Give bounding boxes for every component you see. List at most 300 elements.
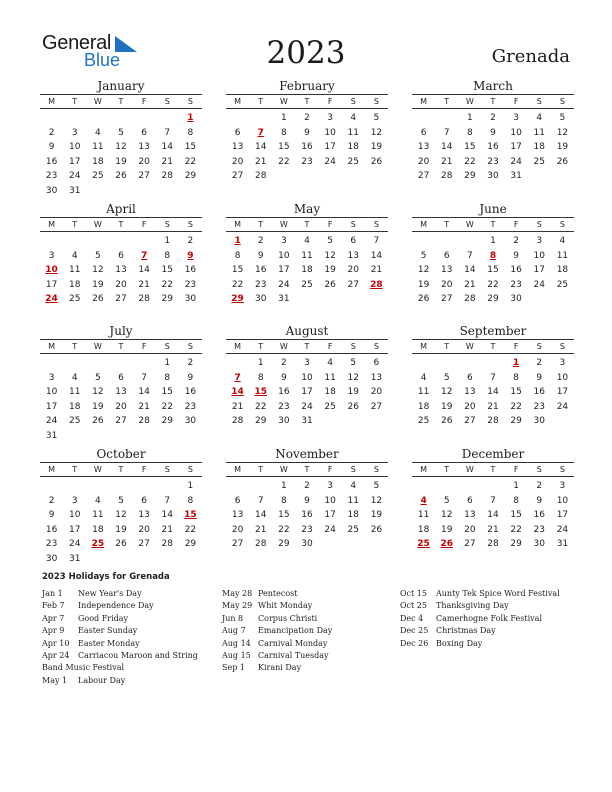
day-cell: 29: [231, 294, 244, 305]
day-cell: 24: [556, 401, 569, 412]
weekday-label: S: [373, 342, 379, 351]
day-cell: 15: [464, 142, 476, 153]
weekday-label: T: [304, 220, 310, 229]
day-cell: [109, 356, 132, 371]
day-cell: 13: [138, 510, 150, 521]
week-row: [226, 508, 388, 523]
weekday-label: W: [465, 465, 474, 474]
holiday-name: Whit Monday: [258, 601, 313, 611]
day-cell: 26: [440, 416, 453, 427]
day-cell: 26: [115, 171, 127, 182]
holiday-date: Jun 8: [222, 613, 244, 623]
day-cell: 27: [417, 171, 430, 182]
month-november: [226, 446, 388, 552]
holiday-name: Aunty Tek Spice Word Festival: [436, 589, 560, 598]
weekday-label: S: [559, 97, 565, 106]
week-row: [40, 249, 202, 264]
day-cell: 24: [533, 279, 545, 290]
week-row: [226, 414, 388, 429]
day-cell: [458, 479, 481, 494]
weekday-label: S: [373, 220, 379, 229]
day-cell: 13: [440, 265, 453, 276]
holiday-column: [400, 588, 560, 650]
weekday-header: [226, 94, 388, 109]
day-cell: 20: [231, 156, 244, 167]
day-cell: 18: [92, 156, 104, 167]
day-cell: 28: [254, 171, 267, 182]
day-cell: [295, 292, 318, 307]
day-cell: 7: [490, 495, 496, 506]
week-row: [412, 126, 574, 141]
weekday-label: F: [327, 465, 333, 474]
holiday-date: Feb 7: [42, 601, 65, 611]
day-cell: 6: [141, 495, 147, 506]
week-row: [40, 523, 202, 538]
day-cell: 24: [45, 294, 58, 305]
day-cell: 6: [234, 127, 241, 138]
weekday-label: T: [72, 220, 78, 229]
day-cell: 11: [68, 265, 81, 276]
day-cell: 22: [231, 279, 244, 290]
day-cell: 15: [254, 387, 267, 398]
week-row: [226, 111, 388, 126]
day-cell: 27: [464, 539, 476, 550]
day-cell: 5: [559, 113, 566, 123]
day-cell: 26: [92, 294, 104, 305]
weekday-label: F: [513, 97, 519, 106]
day-cell: 12: [115, 510, 127, 521]
weekday-header: [226, 339, 388, 354]
day-cell: 9: [187, 250, 194, 261]
day-cell: 26: [347, 401, 359, 412]
day-cell: 14: [138, 387, 150, 398]
day-cell: [133, 234, 156, 249]
day-cell: 29: [184, 539, 197, 550]
day-cell: 1: [280, 113, 287, 123]
day-cell: 8: [164, 250, 171, 261]
month-name: October: [96, 447, 146, 461]
day-cell: [435, 111, 458, 126]
day-cell: 15: [510, 387, 522, 398]
day-cell: 14: [161, 142, 173, 153]
day-cell: 16: [45, 156, 58, 167]
day-cell: 16: [278, 387, 290, 398]
day-cell: 24: [556, 524, 569, 535]
day-cell: 4: [420, 495, 427, 506]
day-cell: [133, 356, 156, 371]
holiday-date: Apr 10: [42, 638, 70, 648]
day-cell: [86, 356, 109, 371]
day-cell: 12: [115, 142, 127, 153]
day-cell: [156, 111, 179, 126]
day-cell: 15: [161, 387, 173, 398]
day-cell: [179, 184, 202, 199]
day-cell: 8: [164, 372, 171, 383]
day-cell: 21: [464, 279, 476, 290]
day-cell: 25: [417, 539, 430, 550]
day-cell: 25: [91, 539, 105, 550]
day-cell: 9: [48, 510, 55, 521]
day-cell: [365, 537, 388, 552]
day-cell: 28: [231, 416, 244, 427]
day-cell: 29: [184, 171, 197, 182]
week-row: [226, 263, 388, 278]
day-cell: 4: [536, 113, 543, 123]
day-cell: 19: [440, 524, 453, 535]
weekday-label: M: [48, 220, 56, 229]
day-cell: 26: [556, 156, 569, 167]
week-row: [412, 494, 574, 509]
month-february: [226, 78, 388, 184]
day-cell: [63, 479, 86, 494]
day-cell: [109, 234, 132, 249]
day-cell: 4: [304, 236, 310, 246]
weekday-label: T: [490, 465, 496, 474]
weekday-label: W: [279, 342, 288, 351]
day-cell: [156, 479, 179, 494]
day-cell: 1: [164, 236, 171, 246]
day-cell: [458, 356, 481, 371]
day-cell: 13: [115, 265, 127, 276]
day-cell: 13: [115, 387, 127, 398]
day-cell: 18: [68, 401, 81, 412]
holiday-date: Apr 9: [42, 626, 65, 636]
day-cell: [249, 479, 272, 494]
week-row: [412, 508, 574, 523]
day-cell: 10: [68, 510, 81, 521]
weekday-label: T: [304, 342, 310, 351]
day-cell: 27: [231, 171, 244, 182]
day-cell: 16: [533, 510, 545, 521]
day-cell: [40, 356, 63, 371]
month-name: February: [279, 79, 335, 93]
day-cell: 9: [304, 495, 310, 506]
week-row: [226, 234, 388, 249]
week-row: [412, 155, 574, 170]
day-cell: 5: [373, 481, 380, 491]
day-cell: 19: [370, 510, 383, 521]
day-cell: 8: [513, 495, 519, 506]
day-cell: 14: [254, 142, 267, 153]
day-cell: 22: [464, 156, 476, 167]
day-cell: [86, 184, 109, 199]
day-cell: [156, 552, 179, 567]
day-cell: [40, 111, 63, 126]
day-cell: 20: [464, 401, 476, 412]
day-cell: 6: [443, 250, 450, 261]
day-cell: [133, 111, 156, 126]
day-cell: 17: [278, 265, 290, 276]
month-july: [40, 323, 202, 444]
day-cell: 18: [417, 401, 430, 412]
day-cell: [226, 356, 249, 371]
day-cell: 7: [141, 250, 148, 261]
day-cell: 29: [510, 416, 522, 427]
day-cell: 5: [350, 358, 357, 368]
day-cell: 29: [487, 294, 499, 305]
day-cell: 15: [161, 265, 173, 276]
day-cell: 26: [92, 416, 104, 427]
day-cell: 29: [161, 294, 173, 305]
day-cell: 21: [254, 156, 267, 167]
week-row: [226, 278, 388, 293]
day-cell: 29: [161, 416, 173, 427]
week-row: [412, 111, 574, 126]
day-cell: 10: [510, 127, 522, 138]
day-cell: 1: [187, 481, 194, 491]
day-cell: 10: [68, 142, 81, 153]
holiday-date: May 29: [222, 601, 253, 611]
weekday-label: M: [48, 342, 56, 351]
day-cell: 23: [301, 524, 313, 535]
day-cell: [156, 184, 179, 199]
day-cell: [551, 292, 574, 307]
day-cell: 4: [71, 250, 78, 261]
weekday-label: S: [187, 465, 193, 474]
day-cell: 12: [347, 372, 359, 383]
weekday-label: T: [444, 97, 450, 106]
day-cell: 2: [513, 236, 519, 246]
day-cell: [249, 111, 272, 126]
day-cell: 9: [513, 250, 519, 261]
day-cell: 3: [559, 358, 566, 368]
day-cell: 2: [187, 236, 194, 246]
day-cell: 13: [347, 250, 359, 261]
day-cell: 22: [510, 524, 522, 535]
weekday-label: W: [93, 220, 102, 229]
week-row: [412, 479, 574, 494]
day-cell: 29: [510, 539, 522, 550]
weekday-label: F: [513, 465, 519, 474]
weekday-label: T: [118, 97, 124, 106]
holiday-item: [42, 650, 198, 662]
weekday-label: M: [420, 220, 428, 229]
day-cell: 6: [466, 495, 473, 506]
day-cell: [412, 234, 435, 249]
day-cell: 17: [556, 510, 569, 521]
day-cell: 20: [464, 524, 476, 535]
day-cell: 22: [278, 524, 290, 535]
holiday-date: Oct 25: [400, 601, 427, 611]
month-december: [412, 446, 574, 552]
day-cell: 14: [440, 142, 453, 153]
day-cell: 17: [68, 156, 81, 167]
day-cell: 26: [417, 294, 430, 305]
holiday-date: Dec 4: [400, 613, 424, 623]
day-cell: 27: [464, 416, 476, 427]
day-cell: 5: [118, 127, 124, 138]
day-cell: [365, 414, 388, 429]
day-cell: 5: [420, 250, 427, 261]
day-cell: 13: [231, 510, 244, 521]
day-cell: 23: [254, 279, 267, 290]
day-cell: 21: [254, 524, 267, 535]
holiday-name: Christmas Day: [436, 626, 496, 636]
day-cell: 18: [417, 524, 430, 535]
weekday-label: F: [141, 465, 147, 474]
day-cell: [133, 429, 156, 444]
month-october: [40, 446, 202, 567]
day-cell: 20: [370, 387, 383, 398]
day-cell: 30: [533, 416, 545, 427]
day-cell: 21: [138, 401, 150, 412]
week-row: [412, 234, 574, 249]
day-cell: 24: [68, 539, 81, 550]
day-cell: 21: [370, 265, 383, 276]
holiday-name: Carnival Tuesday: [258, 651, 329, 661]
day-cell: 19: [556, 142, 569, 153]
weekday-label: T: [304, 97, 310, 106]
month-name: September: [459, 324, 527, 338]
day-cell: 2: [304, 481, 310, 491]
day-cell: 17: [533, 265, 545, 276]
day-cell: 30: [278, 416, 290, 427]
day-cell: 22: [510, 401, 522, 412]
month-september: [412, 323, 574, 429]
day-cell: [481, 479, 504, 494]
weekday-header: [40, 217, 202, 232]
day-cell: [63, 111, 86, 126]
day-cell: 23: [45, 171, 58, 182]
day-cell: 4: [94, 127, 101, 138]
day-cell: 23: [533, 524, 545, 535]
day-cell: 25: [68, 416, 81, 427]
day-cell: 2: [187, 358, 194, 368]
month-name: July: [109, 324, 133, 338]
day-cell: 1: [187, 113, 194, 123]
holiday-name: Carriacou Maroon and String: [78, 651, 198, 661]
day-cell: [295, 169, 318, 184]
day-cell: 1: [466, 113, 473, 123]
week-row: [226, 537, 388, 552]
day-cell: 28: [161, 539, 173, 550]
day-cell: 20: [115, 279, 127, 290]
day-cell: 27: [115, 294, 127, 305]
day-cell: 23: [278, 401, 290, 412]
week-row: [40, 385, 202, 400]
weekday-label: T: [258, 465, 264, 474]
week-row: [412, 371, 574, 386]
day-cell: [133, 479, 156, 494]
holiday-item: [42, 625, 198, 637]
day-cell: 30: [254, 294, 267, 305]
day-cell: 19: [417, 279, 430, 290]
day-cell: 18: [556, 265, 569, 276]
day-cell: 1: [490, 236, 496, 246]
day-cell: 11: [533, 127, 545, 138]
weekday-label: F: [327, 342, 333, 351]
week-row: [40, 508, 202, 523]
day-cell: [319, 414, 342, 429]
day-cell: 19: [92, 279, 104, 290]
day-cell: 21: [440, 156, 453, 167]
day-cell: 17: [301, 387, 313, 398]
day-cell: 28: [254, 539, 267, 550]
holiday-name: Emancipation Day: [258, 626, 333, 636]
weekday-label: T: [72, 97, 78, 106]
day-cell: 18: [92, 524, 104, 535]
day-cell: 20: [138, 156, 150, 167]
day-cell: 24: [324, 156, 336, 167]
day-cell: [40, 479, 63, 494]
day-cell: 25: [68, 294, 81, 305]
day-cell: 30: [533, 539, 545, 550]
day-cell: 11: [417, 510, 430, 521]
day-cell: 12: [440, 387, 453, 398]
day-cell: 15: [231, 265, 244, 276]
week-row: [412, 263, 574, 278]
day-cell: [551, 414, 574, 429]
week-row: [412, 356, 574, 371]
day-cell: 22: [184, 524, 197, 535]
day-cell: 2: [48, 127, 55, 138]
weekday-label: T: [444, 342, 450, 351]
day-cell: 9: [304, 127, 310, 138]
day-cell: 1: [257, 358, 264, 368]
weekday-label: M: [234, 342, 242, 351]
weekday-label: F: [141, 342, 147, 351]
day-cell: 6: [141, 127, 147, 138]
day-cell: [109, 479, 132, 494]
day-cell: 11: [556, 250, 569, 261]
week-row: [40, 155, 202, 170]
day-cell: 28: [138, 294, 150, 305]
day-cell: 29: [254, 416, 267, 427]
day-cell: 8: [234, 250, 241, 261]
day-cell: 12: [440, 510, 453, 521]
day-cell: 9: [536, 372, 543, 383]
day-cell: 20: [115, 401, 127, 412]
day-cell: 20: [138, 524, 150, 535]
day-cell: 28: [487, 539, 499, 550]
day-cell: 2: [490, 113, 496, 123]
week-row: [412, 523, 574, 538]
weekday-label: F: [141, 97, 147, 106]
day-cell: 5: [94, 250, 101, 261]
day-cell: 24: [301, 401, 313, 412]
day-cell: 31: [278, 294, 290, 305]
week-row: [40, 126, 202, 141]
holiday-name: Thanksgiving Day: [436, 601, 509, 611]
weekday-label: M: [48, 465, 56, 474]
week-row: [412, 278, 574, 293]
day-cell: 14: [254, 510, 267, 521]
day-cell: [528, 169, 551, 184]
weekday-label: W: [465, 97, 474, 106]
day-cell: 16: [510, 265, 522, 276]
holiday-name: Corpus Christi: [258, 613, 318, 623]
holiday-name: Easter Sunday: [78, 626, 138, 636]
weekday-label: T: [258, 220, 264, 229]
day-cell: 6: [118, 250, 124, 261]
day-cell: 30: [184, 416, 197, 427]
day-cell: [226, 479, 249, 494]
week-row: [412, 414, 574, 429]
week-row: [226, 479, 388, 494]
day-cell: 21: [161, 524, 173, 535]
holiday-name: Labour Day: [78, 675, 126, 685]
week-row: [40, 169, 202, 184]
day-cell: 2: [48, 495, 55, 506]
week-row: [40, 537, 202, 552]
day-cell: 29: [278, 539, 290, 550]
week-row: [412, 385, 574, 400]
day-cell: [63, 234, 86, 249]
holiday-name: Independence Day: [78, 601, 154, 611]
week-row: [40, 400, 202, 415]
weekday-label: S: [536, 220, 542, 229]
day-cell: [63, 356, 86, 371]
